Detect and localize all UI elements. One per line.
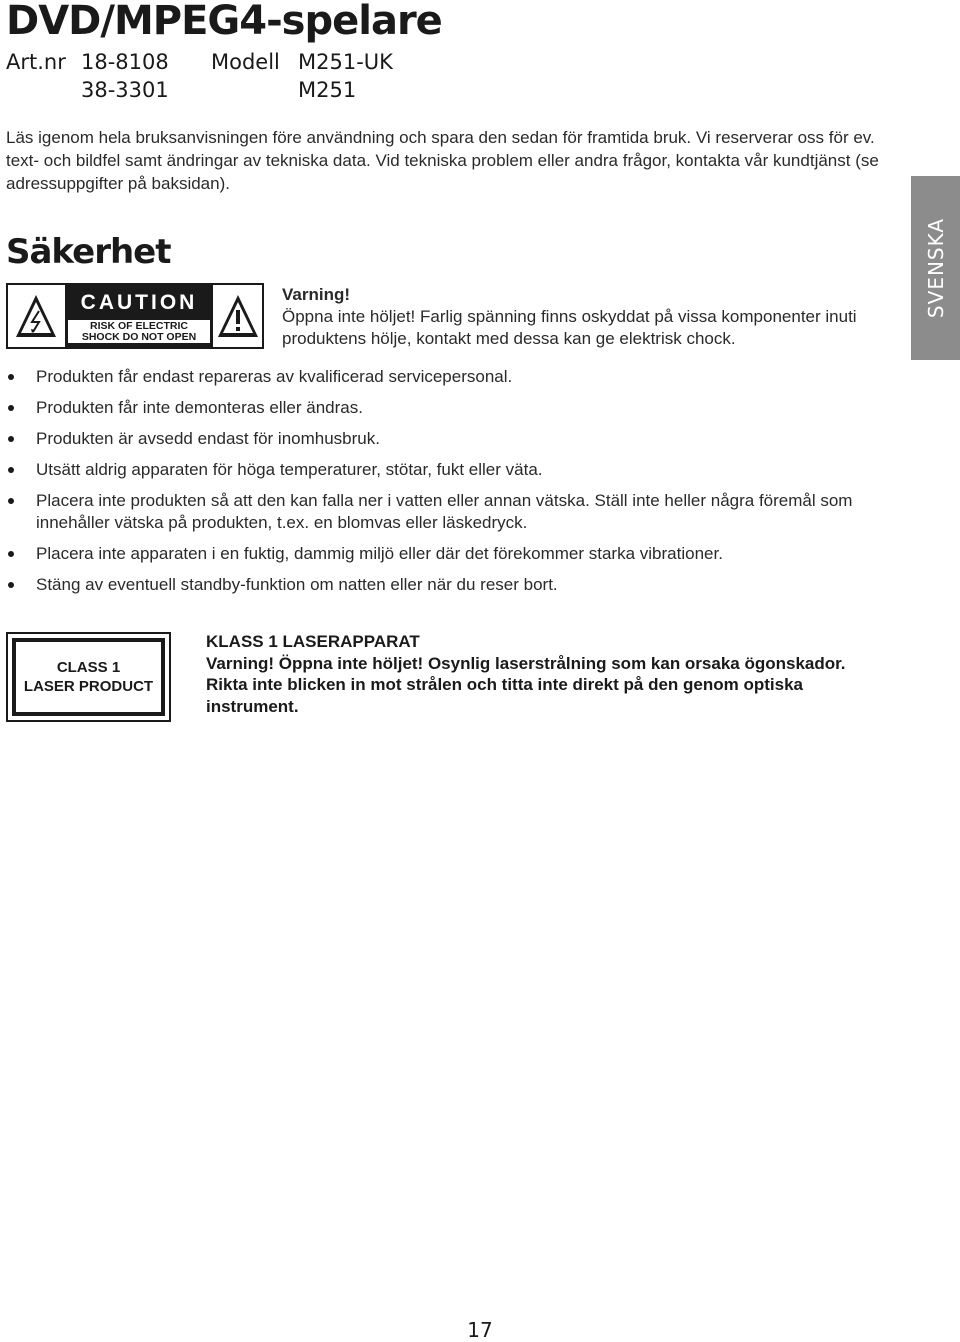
caution-subtext — [68, 320, 210, 343]
laser-warning-block — [206, 631, 846, 717]
bullet-icon — [8, 467, 14, 473]
page-number: 17 — [467, 1318, 493, 1342]
bullet-icon — [8, 498, 14, 504]
list-item-text: Placera inte apparaten i en fuktig, dammig miljö eller där det förekommer starka vibrationer. — [36, 544, 723, 563]
bullet-icon — [8, 436, 14, 442]
caution-line-1: RISK OF ELECTRIC — [89, 320, 188, 332]
art-number-label: Art.nr — [6, 50, 66, 74]
language-tab — [911, 176, 960, 360]
list-item-text: Placera inte produkten så att den kan falla ner i vatten eller annan vätska. Ställ inte heller några föremål som innehåller vätska på produkten, t.ex. en blomvas eller läskedryck. — [36, 491, 853, 532]
bullet-icon — [8, 551, 14, 557]
safety-bullet-list — [0, 366, 880, 605]
list-item — [0, 459, 880, 481]
exclamation-warning-icon — [216, 293, 260, 339]
list-item — [0, 366, 880, 388]
bullet-icon — [8, 405, 14, 411]
model-1: M251-UK — [298, 50, 393, 74]
safety-heading: Säkerhet — [6, 232, 171, 272]
warning-block — [282, 284, 882, 350]
list-item — [0, 574, 880, 596]
document-title: DVD/MPEG4-spelare — [6, 0, 442, 44]
list-item-text: Produkten får inte demonteras eller ändras. — [36, 398, 363, 417]
bullet-icon — [8, 374, 14, 380]
list-item — [0, 490, 880, 534]
laser-heading: KLASS 1 LASERAPPARAT — [206, 632, 420, 651]
list-item-text: Produkten får endast repareras av kvalificerad servicepersonal. — [36, 367, 513, 386]
list-item-text: Stäng av eventuell standby-funktion om natten eller när du reser bort. — [36, 575, 558, 594]
warning-heading: Varning! — [282, 285, 351, 304]
language-tab-label: SVENSKA — [923, 217, 948, 319]
list-item-text: Utsätt aldrig apparaten för höga temperaturer, stötar, fukt eller väta. — [36, 460, 543, 479]
laser-warning-text: Varning! Öppna inte höljet! Osynlig laserstrålning som kan orsaka ögonskador. Rikta inte blicken in mot strålen och titta inte direkt på den genom optiska instrument. — [206, 653, 846, 716]
list-item-text: Produkten är avsedd endast för inomhusbruk. — [36, 429, 380, 448]
list-item — [0, 428, 880, 450]
caution-line-2: SHOCK DO NOT OPEN — [81, 331, 197, 343]
class1-laser-label — [6, 632, 171, 722]
list-item — [0, 543, 880, 565]
model-label: Modell — [211, 50, 280, 74]
laser-label-line-1: CLASS 1 — [56, 659, 121, 676]
electric-shock-warning-icon — [14, 293, 58, 339]
caution-word: CAUTION — [80, 291, 198, 314]
caution-label — [6, 283, 264, 349]
art-number-1: 18-8108 — [81, 50, 169, 74]
list-item — [0, 397, 880, 419]
intro-paragraph: Läs igenom hela bruksanvisningen före användning och spara den sedan för framtida bruk. Vi reserverar oss för ev. text- och bildfel samt ändringar av tekniska data. Vid tekniska problem eller andra frågor, kontakta vår kundtjänst (se adressuppgifter på baksidan). — [6, 128, 879, 193]
laser-label-line-2: LASER PRODUCT — [23, 678, 154, 695]
art-number-2: 38-3301 — [81, 78, 169, 102]
warning-text: Öppna inte höljet! Farlig spänning finns oskyddat på vissa komponenter inuti produktens hölje, kontakt med dessa kan ge elektrisk chock. — [282, 307, 857, 348]
bullet-icon — [8, 582, 14, 588]
model-2: M251 — [298, 78, 357, 102]
